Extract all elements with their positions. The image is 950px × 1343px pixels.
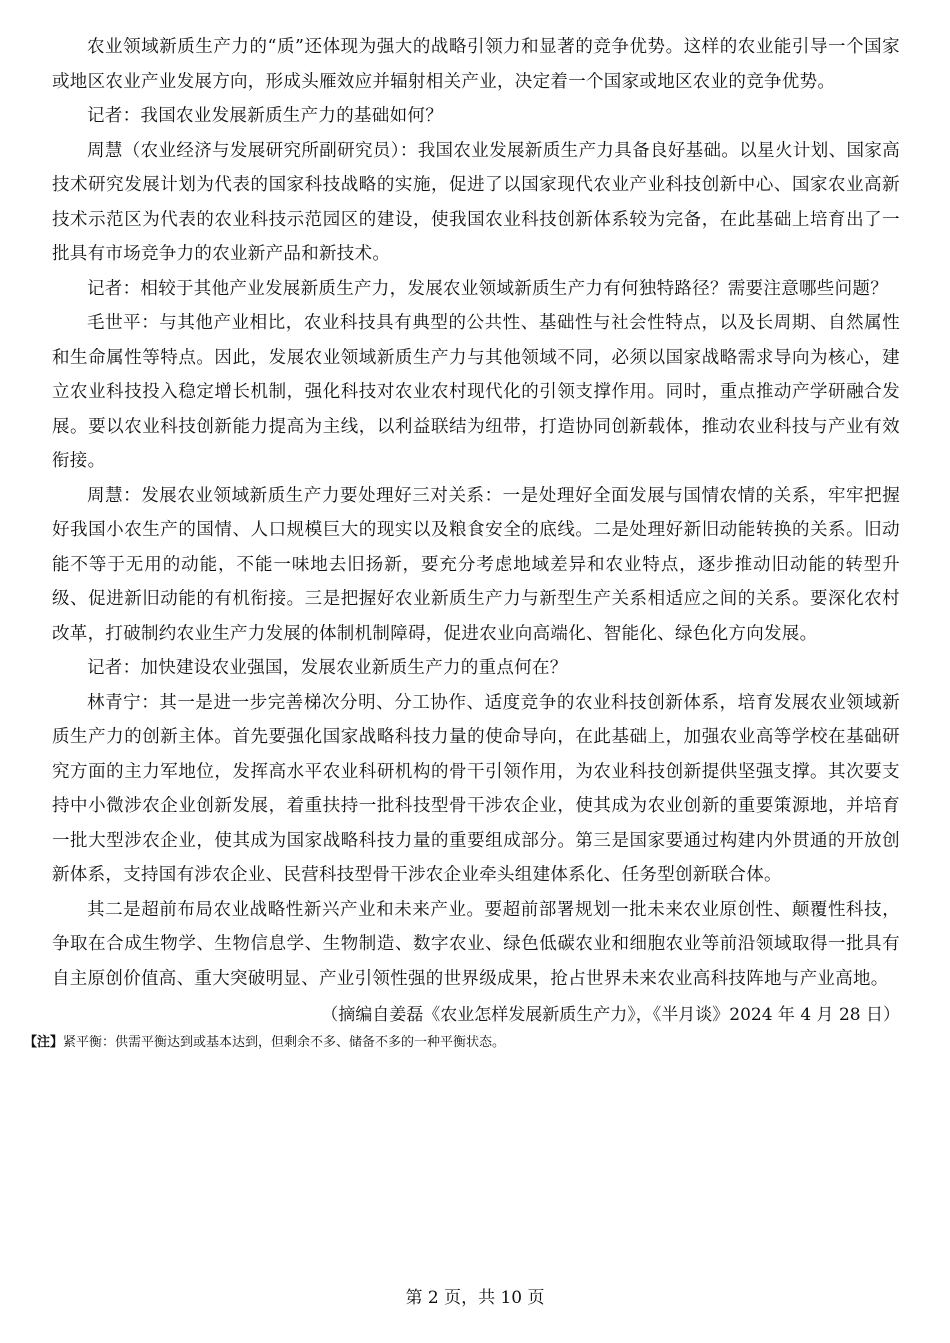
footnote bbox=[24, 1032, 900, 1054]
paragraph-zhouhui-answer-1: 周慧（农业经济与发展研究所副研究员）：我国农业发展新质生产力具备良好基础。以星火计划、国家高技术研究发展计划为代表的国家科技战略的实施，促进了以国家现代农业产业科技创新中心、国家农业高新技术示范区为代表的农业科技示范园区的建设，使我国农业科技创新体系较为完备，在此基础上培育出了一批具有市场竞争力的农业新产品和新技术。 bbox=[52, 140, 900, 264]
document-body bbox=[24, 30, 900, 1054]
paragraph-linqingning-answer: 林青宁：其一是进一步完善梯次分明、分工协作、适度竞争的农业科技创新体系，培育发展农业领域新质生产力的创新主体。首先要强化国家战略科技力量的使命导向，在此基础上，加强农业高等学校在基础研究方面的主力军地位，发挥高水平农业科研机构的骨干引领作用，为农业科技创新提供坚强支撑。其次要支持中小微涉农企业创新发展，着重扶持一批科技型骨干涉农企业，使其成为农业创新的重要策源地，并培育一批大型涉农企业，使其成为国家战略科技力量的重要组成部分。第三是国家要通过构建内外贯通的开放创新体系，支持国有涉农企业、民营科技型骨干涉农企业牵头组建体系化、任务型创新联合体。 bbox=[52, 692, 900, 885]
paragraph-quality-advantage: 农业领域新质生产力的“质”还体现为强大的战略引领力和显著的竞争优势。这样的农业能引导一个国家或地区农业产业发展方向，形成头雁效应并辐射相关产业，决定着一个国家或地区农业的竞争优势。 bbox=[52, 37, 900, 92]
paragraph-reporter-question-1: 记者：我国农业发展新质生产力的基础如何？ bbox=[87, 106, 443, 126]
source-citation: （摘编自姜磊《农业怎样发展新质生产力》，《半月谈》2024 年 4 月 28 日） bbox=[321, 1005, 900, 1025]
paragraph-second-point: 其二是超前布局农业战略性新兴产业和未来产业。要超前部署规划一批未来农业原创性、颠覆性科技，争取在合成生物学、生物信息学、生物制造、数字农业、绿色低碳农业和细胞农业等前沿领域取得一批具有自主原创价值高、重大突破明显、产业引领性强的世界级成果，抢占世界未来农业高科技阵地与产业高地。 bbox=[52, 899, 900, 989]
paragraph-maoshiping-answer: 毛世平：与其他产业相比，农业科技具有典型的公共性、基础性与社会性特点，以及长周期、自然属性和生命属性等特点。因此，发展农业领域新质生产力与其他领域不同，必须以国家战略需求导向为核心，建立农业科技投入稳定增长机制，强化科技对农业农村现代化的引领支撑作用。同时，重点推动产学研融合发展。要以农业科技创新能力提高为主线，以利益联结为纽带，打造协同创新载体，推动农业科技与产业有效衔接。 bbox=[52, 313, 900, 471]
paragraph-reporter-question-3: 记者：加快建设农业强国，发展农业新质生产力的重点何在？ bbox=[87, 658, 568, 678]
footnote-tag: 【注】 bbox=[24, 1035, 64, 1050]
paragraph-zhouhui-answer-2: 周慧：发展农业领域新质生产力要处理好三对关系：一是处理好全面发展与国情农情的关系，牢牢把握好我国小农生产的国情、人口规模巨大的现实以及粮食安全的底线。二是处理好新旧动能转换的关系。旧动能不等于无用的动能，不能一味地去旧扬新，要充分考虑地域差异和农业特点，逐步推动旧动能的转型升级、促进新旧动能的有机衔接。三是把握好农业新质生产力与新型生产关系相适应之间的关系。要深化农村改革，打破制约农业生产力发展的体制机制障碍，促进农业向高端化、智能化、绿色化方向发展。 bbox=[52, 485, 900, 644]
footnote-text: 紧平衡：供需平衡达到或基本达到，但剩余不多、储备不多的一种平衡状态。 bbox=[63, 1035, 506, 1050]
page-number: 第 2 页，共 10 页 bbox=[405, 1288, 545, 1308]
paragraph-reporter-question-2: 记者：相较于其他产业发展新质生产力，发展农业领域新质生产力有何独特路径？需要注意哪些问题？ bbox=[87, 278, 888, 299]
